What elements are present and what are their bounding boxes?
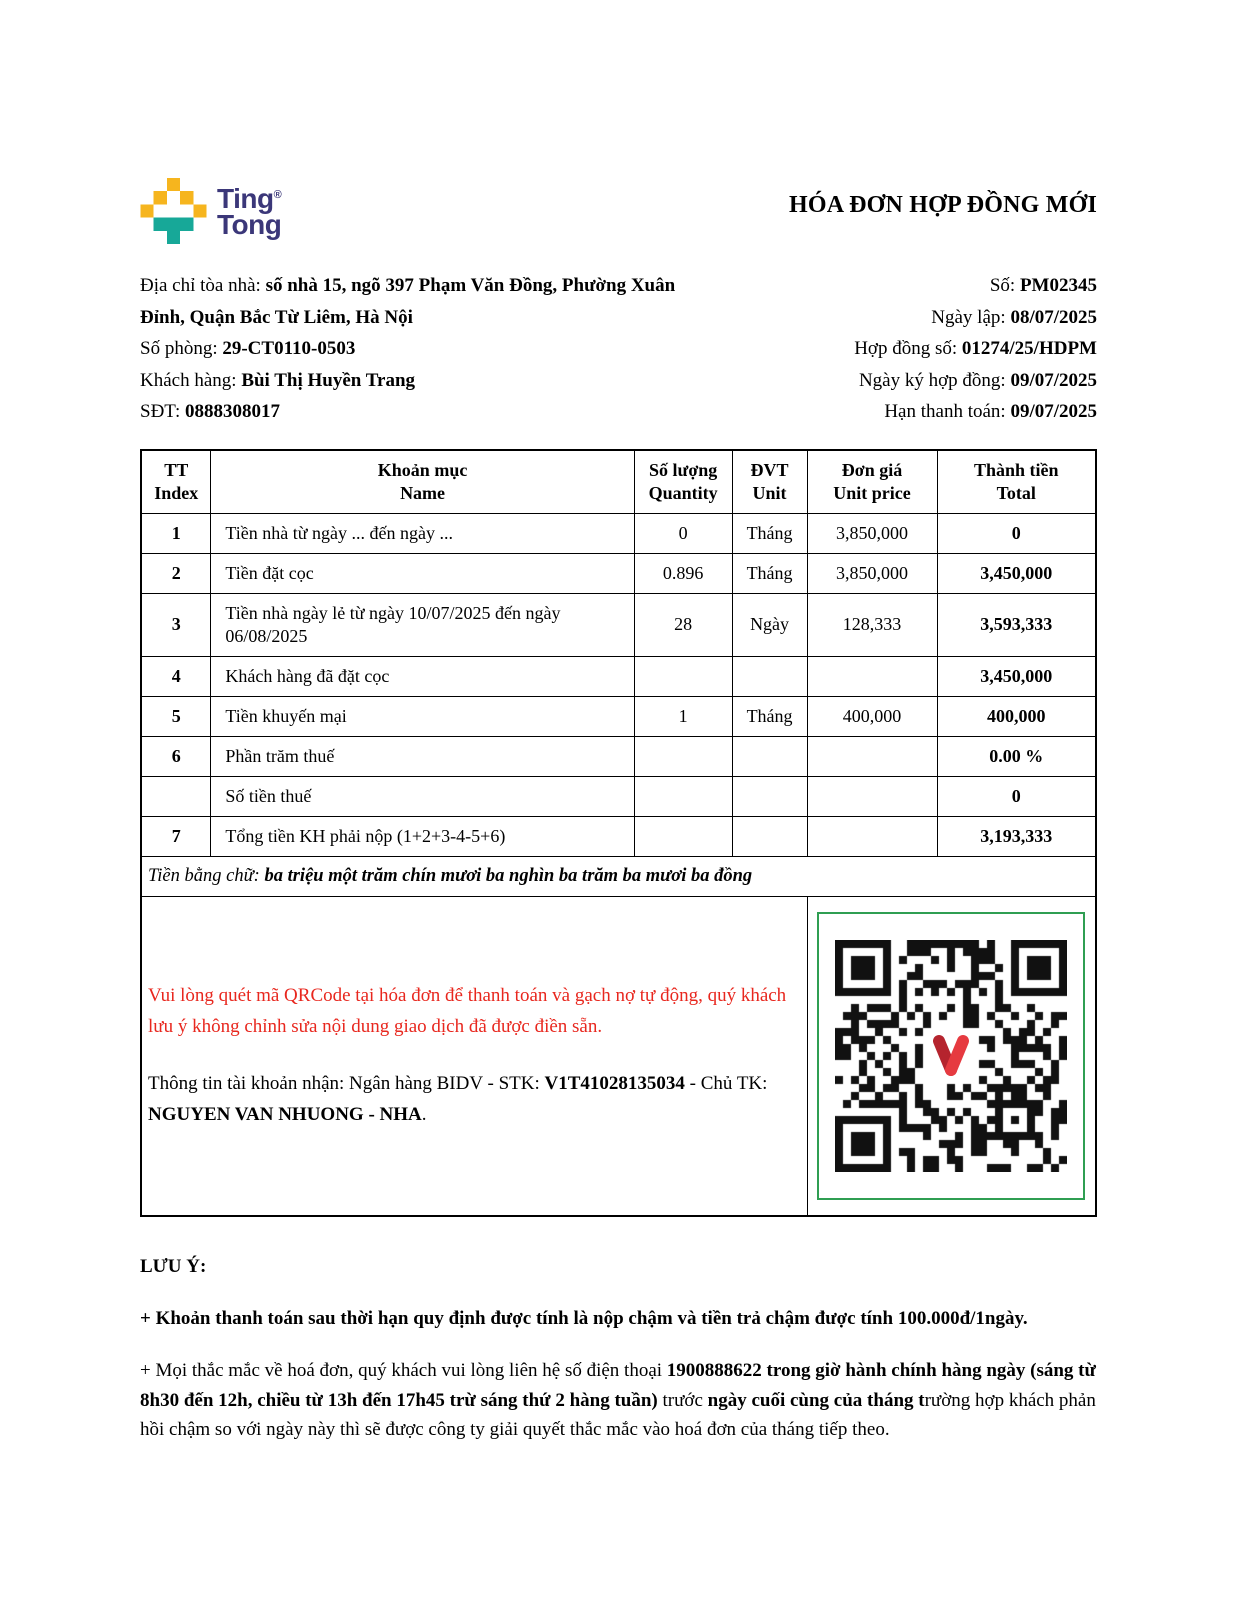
- row-total: 3,450,000: [937, 656, 1096, 696]
- row-name: Tiền khuyến mại: [211, 696, 634, 736]
- contract-sign-date: Ngày ký hợp đồng: 09/07/2025: [858, 369, 1097, 391]
- row-unit-price: 3,850,000: [807, 553, 937, 593]
- hotline-number: 1900888622 trong giờ hành chính hàng ngày (sáng từ 8h30 đến 12h, chiều từ 13h đến 17h45 trừ sáng thứ 2 hàng tuần): [140, 1360, 1096, 1411]
- row-unit: [732, 736, 807, 776]
- col-header-unit-price: Đơn giá Unit price: [807, 450, 937, 514]
- table-row: [141, 736, 1096, 776]
- table-row: [141, 816, 1096, 856]
- row-unit-price: 128,333: [807, 593, 937, 656]
- col-header-unit: ĐVT Unit: [732, 450, 807, 514]
- logo-word-tong: Tong: [217, 209, 282, 240]
- row-unit-price: [807, 736, 937, 776]
- logo-pixel-arrow-icon: [140, 178, 207, 244]
- row-unit-price: [807, 816, 937, 856]
- col-header-quantity: Số lượng Quantity: [634, 450, 732, 514]
- row-unit: Ngày: [732, 593, 807, 656]
- amount-in-words-row: [141, 856, 1096, 896]
- room-number: Số phòng: 29-CT0110-0503: [140, 338, 356, 359]
- row-total: 3,193,333: [937, 816, 1096, 856]
- row-unit-price: [807, 776, 937, 816]
- customer-info: [140, 270, 705, 428]
- row-unit: Tháng: [732, 513, 807, 553]
- row-quantity: 0.896: [634, 553, 732, 593]
- row-unit-price: [807, 656, 937, 696]
- qr-payment-notice: Vui lòng quét mã QRCode tại hóa đơn để thanh toán và gạch nợ tự động, quý khách lưu ý không chỉnh sửa nội dung giao dịch đã được điền sẵn.: [148, 985, 787, 1037]
- account-holder: NGUYEN VAN NHUONG - NHA: [148, 1103, 422, 1125]
- logo-wordmark: [217, 182, 281, 238]
- row-unit-price: 3,850,000: [807, 513, 937, 553]
- table-row: [141, 696, 1096, 736]
- payment-instructions-cell: [141, 896, 807, 1216]
- row-quantity: 28: [634, 593, 732, 656]
- late-payment-note: + Khoản thanh toán sau thời hạn quy định được tính là nộp chậm và tiền trả chậm được tính 100.000đ/1ngày.: [140, 1307, 1028, 1329]
- col-header-index: TT Index: [141, 450, 211, 514]
- payment-row: [141, 896, 1096, 1216]
- row-index: 4: [141, 656, 211, 696]
- notes-heading: LƯU Ý:: [140, 1256, 207, 1277]
- header: [140, 178, 1097, 244]
- row-index: 6: [141, 736, 211, 776]
- row-index: 5: [141, 696, 211, 736]
- row-total: 3,450,000: [937, 553, 1096, 593]
- row-index: [141, 776, 211, 816]
- amount-in-words: Tiền bằng chữ: ba triệu một trăm chín mươi ba nghìn ba trăm ba mươi ba đồng: [141, 856, 1096, 896]
- row-quantity: [634, 776, 732, 816]
- row-name: Tiền đặt cọc: [211, 553, 634, 593]
- row-unit: [732, 776, 807, 816]
- table-header: [141, 450, 1096, 514]
- row-total: 0.00 %: [937, 736, 1096, 776]
- row-total: 0: [937, 513, 1096, 553]
- bank-account-info: Thông tin tài khoản nhận: Ngân hàng BIDV - STK: V1T41028135034 - Chủ TK: NGUYEN VAN NHUONG - NHA.: [148, 1073, 768, 1125]
- logo-word-ting: Ting: [217, 183, 274, 214]
- row-name: Tiền nhà ngày lẻ từ ngày 10/07/2025 đến ngày 06/08/2025: [211, 593, 634, 656]
- row-quantity: [634, 656, 732, 696]
- invoice-table: [140, 449, 1097, 1218]
- row-name: Số tiền thuế: [211, 776, 634, 816]
- col-header-name: Khoản mục Name: [211, 450, 634, 514]
- customer-phone: SĐT: 0888308017: [140, 401, 280, 422]
- building-address: Địa chỉ tòa nhà: số nhà 15, ngõ 397 Phạm Văn Đồng, Phường Xuân Đỉnh, Quận Bắc Từ Liêm, Hà Nội: [140, 275, 676, 328]
- table-row: [141, 513, 1096, 553]
- row-quantity: 1: [634, 696, 732, 736]
- row-quantity: 0: [634, 513, 732, 553]
- issue-date: Ngày lập: 08/07/2025: [931, 306, 1097, 328]
- row-total: 0: [937, 776, 1096, 816]
- row-index: 3: [141, 593, 211, 656]
- row-index: 2: [141, 553, 211, 593]
- table-row: [141, 553, 1096, 593]
- invoice-number: Số: PM02345: [989, 275, 1097, 296]
- row-index: 7: [141, 816, 211, 856]
- invoice-meta: [705, 270, 1097, 428]
- registered-mark: ®: [273, 189, 282, 201]
- row-unit: [732, 656, 807, 696]
- tingtong-logo: [140, 178, 281, 244]
- row-unit: [732, 816, 807, 856]
- notes-section: [140, 1252, 1097, 1445]
- row-unit: Tháng: [732, 696, 807, 736]
- row-name: Khách hàng đã đặt cọc: [211, 656, 634, 696]
- table-row: [141, 776, 1096, 816]
- qr-code: [817, 912, 1085, 1200]
- payment-due-date: Hạn thanh toán: 09/07/2025: [884, 401, 1097, 422]
- table-row: [141, 593, 1096, 656]
- account-number: V1T41028135034: [544, 1073, 685, 1095]
- row-index: 1: [141, 513, 211, 553]
- qr-code-cell: [807, 896, 1096, 1216]
- contract-number: Hợp đồng số: 01274/25/HDPM: [854, 338, 1097, 359]
- row-quantity: [634, 816, 732, 856]
- row-total: 400,000: [937, 696, 1096, 736]
- invoice-info: [140, 270, 1097, 428]
- row-name: Tổng tiền KH phải nộp (1+2+3-4-5+6): [211, 816, 634, 856]
- row-total: 3,593,333: [937, 593, 1096, 656]
- row-unit-price: 400,000: [807, 696, 937, 736]
- row-name: Tiền nhà từ ngày ... đến ngày ...: [211, 513, 634, 553]
- col-header-total: Thành tiền Total: [937, 450, 1096, 514]
- row-quantity: [634, 736, 732, 776]
- customer-name: Khách hàng: Bùi Thị Huyền Trang: [140, 369, 416, 391]
- document-title: HÓA ĐƠN HỢP ĐỒNG MỚI: [788, 192, 1097, 218]
- table-row: [141, 656, 1096, 696]
- row-unit: Tháng: [732, 553, 807, 593]
- row-name: Phần trăm thuế: [211, 736, 634, 776]
- vietqr-v-icon: [924, 1029, 978, 1083]
- hotline-note: + Mọi thắc mắc về hoá đơn, quý khách vui lòng liên hệ số điện thoại 1900888622 trong giờ hành chính hàng ngày (sáng từ 8h30 đến 12h, chiều từ 13h đến 17h45 trừ sáng thứ 2 hàng tuần) trước ngày cuối cùng của tháng trường hợp khách phản hồi chậm so với ngày này thì sẽ được công ty giải quyết thắc mắc vào hoá đơn của tháng tiếp theo.: [140, 1360, 1096, 1440]
